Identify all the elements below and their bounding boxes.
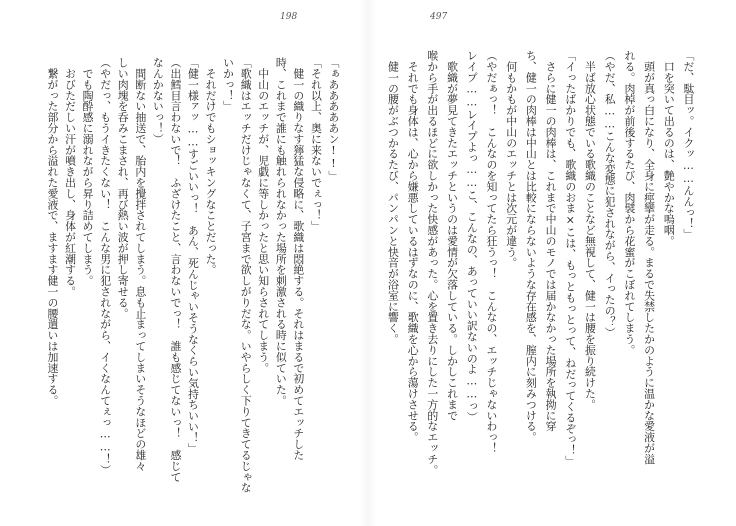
text-line: 「健一様ァッ……すごいいっ！ あん、死んじゃいそうなくらい気持ちいい！」 xyxy=(186,57,200,454)
text-line: いかっ！」 xyxy=(221,57,235,112)
text-line: ち、健一の肉棒は中山とは比較にならないような存在感を、膣内に刻みつける。 xyxy=(524,50,538,443)
page-text xyxy=(43,57,342,503)
text-line: それでも身体は、心から嫌悪しているはずなのに、歌織を心から蕩けさせる。 xyxy=(406,50,420,443)
text-line: （やだっ、もうイきたくない！ こんな男に犯されながら、イくなんてぇっ……！） xyxy=(98,57,112,476)
text-line: 間断ない抽送で、胎内を攪拌されてしまう。息も止まってしまいそうなほどの雄々 xyxy=(133,57,147,472)
text-line: レイプ……レイプよっ……こ、こんなの、あっていい訳ないのよ……っ） xyxy=(465,50,479,423)
text-line: なんかないっ！） xyxy=(151,57,165,145)
text-line: 口を突いて出るのは、艶やかな嗚咽。 xyxy=(662,50,676,247)
text-line: れる。肉棹が前後するたび、肉襞から花蜜がこぼれてしまう。 xyxy=(622,50,636,356)
text-line: 頭が真っ白になり、全身に痙攣が走る。まるで失禁したかのように温かな愛液が溢 xyxy=(642,50,656,465)
text-line: 「歌織はエッチだけじゃなくて、子宮まで欲しがりだな。いやらしく下りてきてるじゃな xyxy=(239,57,253,493)
text-line: 何もかもが中山のエッチとは次元が違う。 xyxy=(504,50,518,268)
text-line: 繋がった部分から溢れた愛液で、ますます健一の腰遣いは加速する。 xyxy=(46,57,59,406)
text-line: おびただしい汗が噴き出し、身体が紅潮する。 xyxy=(63,57,77,297)
text-line: （やだ、私……こんな変態に犯されながら、イったの？） xyxy=(603,50,617,338)
text-line: でも陶酔感に溺れながら昇り詰めてしまう。 xyxy=(81,57,95,286)
page-number: 497 xyxy=(430,12,448,22)
text-line: 「それ以上、奥に来ないでぇっ！」 xyxy=(309,57,323,232)
text-line: 半ば放心状態でいる歌織のことなど無視して、健一は腰を振り続けた。 xyxy=(583,50,597,410)
text-line: それだけでもショッキングなことだった。 xyxy=(204,57,218,275)
text-line: 「イったばかりでも、歌織のおま×こは、もっともっとって、ねだってくるぞっ！」 xyxy=(563,50,577,467)
text-line: 歌織が夢見てきたエッチというのは愛情が欠落している。しかしこれまで xyxy=(445,50,459,421)
text-line: （出鱈目言わないで！ ふざけたこと、言わないでっ！ 誰も感じてないっ！ 感じて xyxy=(168,57,182,483)
text-line: 健一の織りなす獰猛な侵略に、歌織は悶絶する。それはまるで初めてエッチした xyxy=(291,57,305,461)
right-page xyxy=(368,0,736,526)
page-text xyxy=(382,50,698,496)
text-line: 喉から手が出るほどに欲しかった快感があった。心を置き去りにした一方的なエッチ。 xyxy=(425,50,439,476)
text-line: さらに健一の肉棒は、これまで中山のモノでは届かなかった場所を執拗に穿 xyxy=(544,50,558,432)
text-line: （やだぁっ！ こんなのを知ってたら狂うっ！ こんなの、エッチじゃないわっ！ xyxy=(484,50,498,454)
text-line: 「ぁあああああン!!」 xyxy=(327,57,340,182)
text-line: しい肉塊を呑みこまされ、再び熱い波が押し寄せる。 xyxy=(116,57,130,319)
page-number: 198 xyxy=(280,12,298,22)
text-line: 中山のエッチが、児戯に等しかったと思い知らされてしまう。 xyxy=(256,57,270,374)
text-line: 時、これまで誰にも触れられなかった場所を刺激される時に似ていた。 xyxy=(274,57,288,406)
text-line: 健一の腰がぶつかるたび、パンパンと快音が浴室に響く。 xyxy=(386,50,400,345)
text-line: 「だ、駄目ッ。イクッ……んんっ！」 xyxy=(682,50,695,240)
